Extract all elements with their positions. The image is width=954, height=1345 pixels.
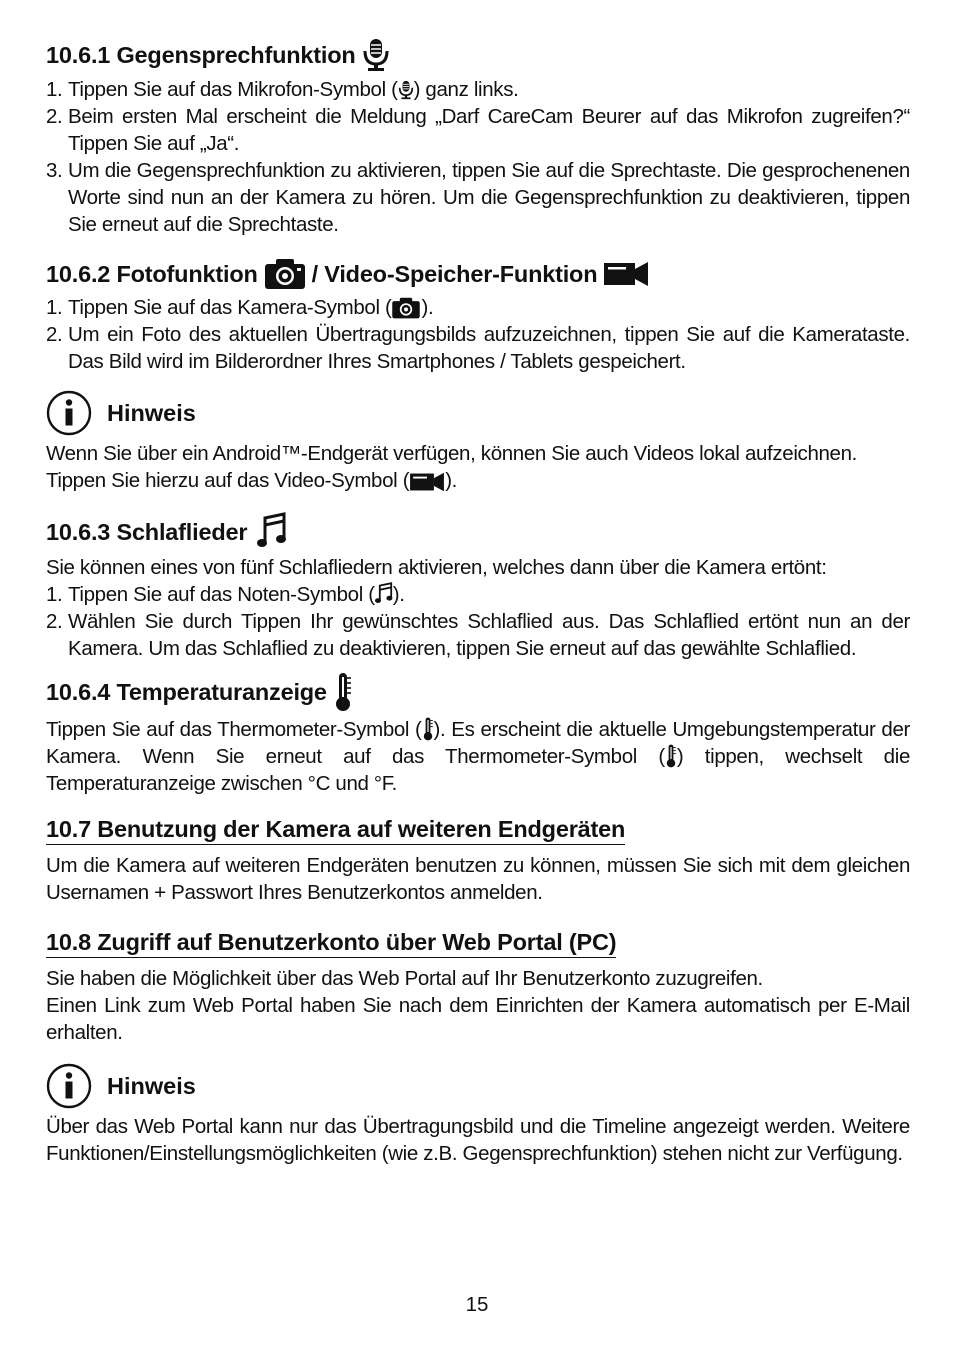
section-intercom — [46, 38, 910, 238]
list-item: 1. Tippen Sie auf das Noten-Symbol ( ). — [46, 583, 405, 606]
music-note-icon — [257, 512, 287, 552]
page-number: 15 — [465, 1293, 489, 1316]
hint-text: Über das Web Portal kann nur das Übertragungsbild und die Timeline angezeigt werden. Weitere Funktionen/Einstellungsmöglichkeiten (wie z.B. Gegensprechfunktion) stehen nicht zur Verfügung. — [46, 1115, 910, 1165]
intercom-steps — [46, 76, 910, 238]
list-item: 1. Tippen Sie auf das Mikrofon-Symbol ( ) ganz links. — [46, 78, 519, 101]
heading-photo-video: 10.6.2 Fotofunktion / Video-Speicher-Funktion — [46, 258, 910, 290]
microphone-icon — [362, 38, 390, 72]
heading-temperature: 10.6.4 Temperaturanzeige — [46, 672, 910, 712]
web-portal-line1: Sie haben die Möglichkeit über das Web Portal auf Ihr Benutzerkonto zuzugreifen. — [46, 967, 763, 990]
lullaby-steps — [46, 581, 910, 662]
microphone-icon — [398, 79, 414, 101]
hint-text: Wenn Sie über ein Android™-Endgerät verfügen, können Sie auch Videos lokal aufzeichnen. Tippen Sie hierzu auf das Video-Symbol ( ). — [46, 442, 857, 492]
heading-lullabies: 10.6.3 Schlaflieder — [46, 512, 910, 552]
other-devices-text: Um die Kamera auf weiteren Endgeräten benutzen zu können, müssen Sie sich mit dem gleichen Usernamen + Passwort Ihres Benutzerkontos anmelden. — [46, 854, 910, 904]
section-temperature — [46, 672, 910, 797]
list-item: 1. Tippen Sie auf das Kamera-Symbol ( ). — [46, 296, 434, 319]
section-lullabies — [46, 512, 910, 662]
info-icon — [46, 390, 92, 436]
section-web-portal — [46, 928, 910, 1046]
temperature-text: Tippen Sie auf das Thermometer-Symbol ( ). Es erscheint die aktuelle Umgebungstemperatur der Kamera. Wenn Sie erneut auf das Thermometer-Symbol ( ) tippen, wechselt die Temperaturanzeige zwischen °C und °F. — [46, 718, 910, 795]
hint-label: Hinweis — [107, 1072, 196, 1099]
section-photo-video — [46, 258, 910, 375]
heading-other-devices: 10.7 Benutzung der Kamera auf weiteren Endgeräten — [46, 815, 625, 845]
list-item: 2. Beim ersten Mal erscheint die Meldung „Darf CareCam Beurer auf das Mikrofon zugreifen?“ Tippen Sie auf „Ja“. — [46, 105, 910, 155]
list-item: 3. Um die Gegensprechfunktion zu aktivieren, tippen Sie auf die Sprechtaste. Die gesprochenenen Worte sind nun an der Kamera zu hören. Um die Gegensprechfunktion zu deaktivieren, tippen Sie erneut auf die Sprechtaste. — [46, 159, 910, 236]
info-icon — [46, 1063, 92, 1109]
heading-web-portal: 10.8 Zugriff auf Benutzerkonto über Web Portal (PC) — [46, 928, 616, 958]
thermometer-icon — [333, 672, 353, 712]
heading-intercom: 10.6.1 Gegensprechfunktion — [46, 38, 910, 72]
lullaby-intro: Sie können eines von fünf Schlafliedern aktivieren, welches dann über die Kamera ertönt: — [46, 556, 827, 579]
section-other-devices — [46, 815, 910, 906]
list-item: 2. Um ein Foto des aktuellen Übertragungsbilds aufzuzeichnen, tippen Sie auf die Kamerataste. Das Bild wird im Bilderordner Ihres Smartphones / Tablets gespeichert. — [46, 323, 910, 373]
camera-icon — [391, 297, 421, 319]
list-item: 2. Wählen Sie durch Tippen Ihr gewünschtes Schlaflied aus. Das Schlaflied ertönt nun an der Kamera. Um das Schlaflied zu deaktivieren, tippen Sie erneut auf das gewählte Schlaflied. — [46, 610, 910, 660]
photo-steps — [46, 294, 910, 375]
music-note-icon — [375, 582, 393, 606]
thermometer-icon — [422, 717, 434, 741]
camera-icon — [264, 258, 306, 290]
thermometer-icon — [665, 744, 677, 768]
hint-label: Hinweis — [107, 399, 196, 426]
hint-box-web-portal — [46, 1063, 910, 1167]
video-icon — [603, 261, 649, 287]
hint-box-video — [46, 390, 910, 494]
web-portal-line2: Einen Link zum Web Portal haben Sie nach dem Einrichten der Kamera automatisch per E-Mail erhalten. — [46, 994, 910, 1044]
video-icon — [409, 472, 445, 492]
